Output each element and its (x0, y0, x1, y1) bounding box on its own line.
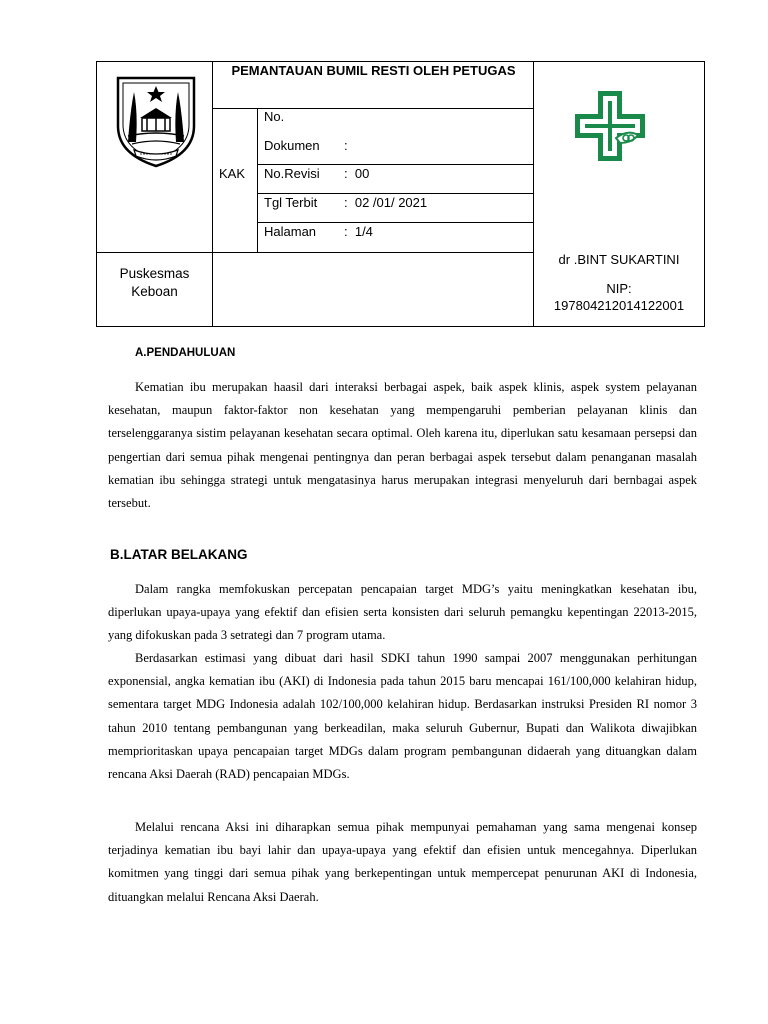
table-border-right (704, 61, 705, 327)
table-row-rule-2 (257, 193, 534, 194)
table-border-bottom (96, 326, 705, 327)
table-divider-kak (257, 108, 258, 253)
table-row-rule-1 (257, 164, 534, 165)
doc-row-revisi-value: : 00 (344, 166, 370, 181)
section-a-paragraph: Kematian ibu merupakan haasil dari interaksi berbagai aspek, baik aspek klinis, aspek system pelayanan kesehatan, maupun faktor-faktor non kesehatan yang mempengaruhi pemberian pelayanan klinis dan terselenggaranya sistim pelayanan kesehatan secara optimal. Oleh karena itu, diperlukan satu kesamaan persepsi dan pengertian dari semua pihak mengenai pentingnya dan peran berbagai aspek tersebut dalam penanganan masalah kematian ibu sehingga strategi untuk mengatasinya harus merupakan integrasi menyeluruh dari bernbagai aspek tersebut. (108, 380, 697, 511)
section-b-heading: B.LATAR BELAKANG (110, 547, 248, 562)
puskesmas-name-line1: Puskesmas (119, 266, 190, 281)
health-cross-logo (572, 88, 648, 164)
doc-row-halaman-value: : 1/4 (344, 224, 373, 239)
doc-row-no-label: No. (264, 109, 285, 124)
puskesmas-name-line2: Keboan (131, 284, 178, 299)
doc-row-terbit-label: Tgl Terbit (264, 195, 318, 210)
section-b-paragraph-2: Berdasarkan estimasi yang dibuat dari hasil SDKI tahun 1990 sampai 2007 menggunakan perhitungan exponensial, angka kematian ibu (AKI) di Indonesia pada tahun 2015 baru mencapai 161/100,000 kelahiran hidup, sementara target MDG Indonesia adalah 102/100,000 kelahiran hidup. Berdasarkan instruksi Presiden RI nomor 3 tahun 2010 tentang pembangunan yang berkeadilan, maka seluruh Gubernur, Bupati dan Walikota diwajibkan memprioritaskan upaya pencapaian target MDGs dalam program pembangunan didaerah yang dituangkan dalam rencana Aksi Daerah (RAD) pencapaian MDGs. (108, 651, 697, 782)
table-title-rule (212, 108, 534, 109)
regional-crest-logo (110, 72, 202, 170)
section-b-paragraph-3: Melalui rencana Aksi ini diharapkan semua pihak mempunyai pemahaman yang sama mengenai konsep terjadinya kematian ibu bayi lahir dan upaya-upaya yang efektif dan efisien untuk mencegahnya. Diperlukan komitmen yang tinggi dari semua pihak yang berkepentingan untuk mempercepat penurunan AKI di Indonesia, dituangkan melalui Rencana Aksi Daerah. (108, 820, 697, 904)
kak-label: KAK (219, 166, 246, 181)
section-a-heading: A.PENDAHULUAN (135, 347, 236, 359)
nip-value: 197804212014122001 (553, 298, 685, 313)
doc-row-dokumen-label: Dokumen (264, 138, 320, 153)
table-row-rule-3 (257, 222, 534, 223)
document-title: PEMANTAUAN BUMIL RESTI OLEH PETUGAS (231, 63, 516, 78)
doc-row-terbit-value: : 02 /01/ 2021 (344, 195, 428, 210)
section-b-paragraph-1: Dalam rangka memfokuskan percepatan pencapaian target MDG’s yaitu meningkatkan kesehatan ibu, diperlukan upaya-upaya yang efektif dan efisien serta konsisten dari seluruh pemangku kepentingan 22013-2015, yang difokuskan pada 3 setrategi dan 7 program utama. (108, 582, 697, 643)
table-divider-logo (212, 61, 213, 327)
doc-row-halaman-label: Halaman (264, 224, 317, 239)
signer-name: dr .BINT SUKARTINI (558, 252, 680, 267)
nip-label: NIP: (606, 281, 632, 296)
table-bottom-row-rule (96, 252, 534, 253)
doc-row-revisi-label: No.Revisi (264, 166, 320, 181)
doc-row-dokumen-value: : (344, 138, 348, 153)
